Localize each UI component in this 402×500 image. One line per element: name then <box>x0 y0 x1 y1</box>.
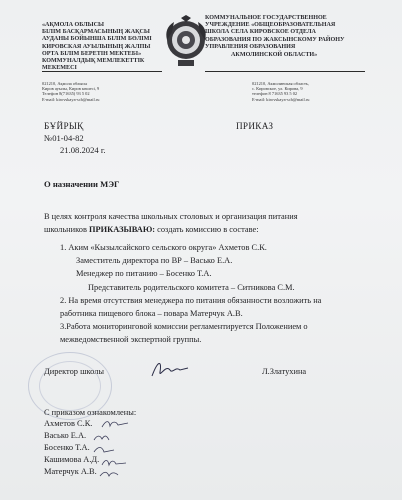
header-divider-left <box>42 71 162 72</box>
acknowledged-name: Матерчук А.В. <box>44 467 97 476</box>
header-left-line: КОММУНАЛДЫҚ МЕМЛЕКЕТТІК <box>42 58 145 65</box>
acknowledged-name: Босенко Т.А. <box>44 443 90 452</box>
header-right-line: АКМОЛИНСКОЙ ОБЛАСТИ» <box>231 52 318 59</box>
address-left-line: Телефон 8(71635) 93 5 02 <box>42 91 90 97</box>
acknowledged-signature-icon <box>92 444 122 456</box>
header-left-line: «АҚМОЛА ОБЛЫСЫ <box>42 22 105 28</box>
point-3-line-1: 3.Работа мониторинговой комиссии регламентируется Положением о <box>60 322 308 331</box>
director-signature-icon <box>148 358 190 382</box>
address-left-line: E-mail: kirovskaya-sch@mail.ru <box>42 96 100 102</box>
acknowledged-name: Кашимова А.Д. <box>44 455 100 464</box>
acknowledged-signature-icon <box>92 432 122 444</box>
member-item: 1. Аким «Кызылсайского сельского округа» Ахметов С.К. <box>60 243 267 252</box>
address-right-line: E-mail: kirovskaya-sch@mail.ru <box>252 96 310 102</box>
body-intro-line-1: В целях контроля качества школьных столовых и организация питания <box>44 212 298 221</box>
header-left-line: БІЛІМ БАСҚАРМАСЫНЫҢ ЖАҚСЫ <box>42 29 150 36</box>
address-right <box>252 81 372 102</box>
order-number: №01-04-82 <box>44 133 84 143</box>
header-divider-right <box>205 71 365 72</box>
acknowledged-signature-icon <box>100 456 130 468</box>
member-item: Менеджер по питанию – Босенко Т.А. <box>76 269 212 278</box>
address-right-line: с. Кировское, ул. Кирова, 9 <box>252 86 303 92</box>
point-3-line-2: межведомственной экспертной группы. <box>60 335 202 344</box>
order-date: 21.08.2024 г. <box>60 145 106 155</box>
state-emblem-icon <box>164 14 208 70</box>
director-name: Л.Златухина <box>262 367 307 376</box>
acknowledged-name: Васько Е.А. <box>44 431 87 440</box>
acknowledged-name: Ахметов С.К. <box>44 419 93 428</box>
address-left-line: 021210, Ақмола облысы <box>42 81 88 86</box>
acknowledged-signature-icon <box>98 468 128 480</box>
header-right-line: УЧРЕЖДЕНИЕ «ОБЩЕОБРАЗОВАТЕЛЬНАЯ <box>205 22 336 29</box>
director-role: Директор школы <box>44 367 105 376</box>
header-right-block <box>205 15 370 59</box>
order-subject: О назначении МЭГ <box>44 179 120 189</box>
member-item: Заместитель директора по ВР – Васько Е.А. <box>76 256 233 265</box>
body-intro-line-2 <box>44 225 259 235</box>
member-item: Представитель родительского комитета – Ситникова С.М. <box>88 283 295 292</box>
address-left-line: Киров ауылы, Киров көшесі, 9 <box>42 86 100 92</box>
order-title-ru: ПРИКАЗ <box>236 121 274 131</box>
header-right-line: ОБРАЗОВАНИЯ ПО ЖАКСЫНСКОМУ РАЙОНУ <box>205 36 345 43</box>
header-right-line: ШКОЛА СЕЛА КИРОВСКОЕ ОТДЕЛА <box>205 29 316 36</box>
header-left-block <box>42 22 162 72</box>
address-left <box>42 81 162 102</box>
intro-text: школьников <box>44 225 90 234</box>
header-right-line: УПРАВЛЕНИЯ ОБРАЗОВАНИЯ <box>205 43 296 50</box>
address-right-line: 021210, Акмолинская область, <box>252 81 309 86</box>
header-left-line: МЕКЕМЕСІ <box>42 65 77 72</box>
order-title-kz: БҰЙРЫҚ <box>44 121 84 131</box>
point-2-line-2: работника пищевого блока – повара Матерчук А.В. <box>60 309 243 318</box>
acknowledged-signature-icon <box>100 418 130 430</box>
acknowledged-title: С приказом ознакомлены: <box>44 408 137 417</box>
address-right-line: телефон 8 71635 93 5 02 <box>252 91 298 97</box>
header-left-line: ОРТА БІЛІМ БЕРЕТІН МЕКТЕБІ» <box>42 50 142 57</box>
intro-text-tail: создать комиссию в составе: <box>155 225 259 234</box>
point-2-line-1: 2. На время отсутствия менеджера по питания обязанности возложить на <box>60 296 322 305</box>
header-left-line: АУДАНЫ БОЙЫНША БІЛІМ БӨЛІМІ <box>42 36 152 43</box>
order-directive: ПРИКАЗЫВАЮ: <box>89 225 156 234</box>
header-left-line: КИРОВСКАЯ АУЫЛЫНЫҢ ЖАЛПЫ <box>42 43 151 50</box>
header-right-line: КОММУНАЛЬНОЕ ГОСУДАРСТВЕННОЕ <box>205 15 327 21</box>
